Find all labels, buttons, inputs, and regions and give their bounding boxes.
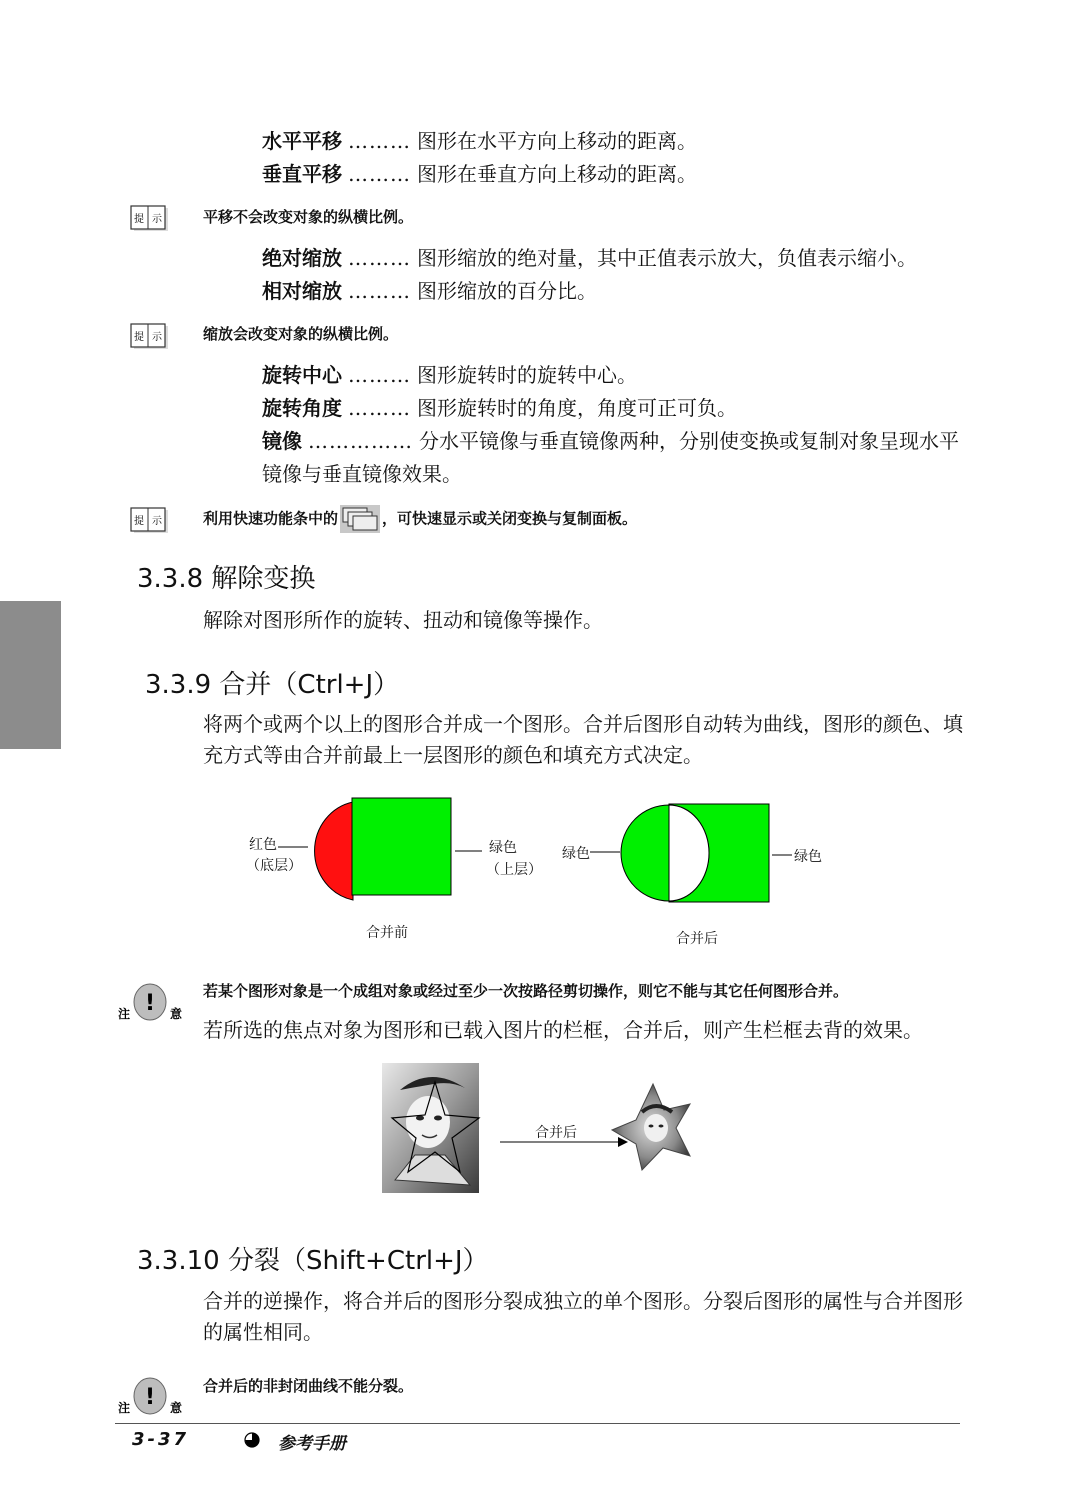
- tip-book-icon: [130, 205, 170, 233]
- svg-text:注: 注: [118, 1007, 131, 1021]
- note-text: 若某个图形对象是一个成组对象或经过至少一次按路径剪切操作，则它不能与其它任何图形合并。: [203, 982, 849, 1000]
- section-body-3-3-9: 将两个或两个以上的图形合并成一个图形。合并后图形自动转为曲线，图形的颜色、填充方式等由合并前最上一层图形的颜色和填充方式决定。: [203, 712, 963, 767]
- footer-book-title: 参考手册: [278, 1434, 346, 1454]
- page-number: 3-37: [132, 1429, 190, 1450]
- svg-text:意: 意: [170, 1007, 183, 1021]
- label-green: 绿色: [489, 840, 517, 856]
- half-moon-icon: [244, 1432, 260, 1448]
- svg-text:提: 提: [134, 332, 144, 343]
- def-rotation-angle: 旋转角度 ……… 图形旋转时的角度，角度可正可负。: [262, 396, 737, 420]
- def-horizontal-move: 水平平移 ……… 图形在水平方向上移动的距离。: [262, 129, 697, 153]
- section-body-3-3-10: 合并的逆操作，将合并后的图形分裂成独立的单个图形。分裂后图形的属性与合并图形的属性相同。: [203, 1289, 963, 1344]
- red-half-circle: [315, 802, 353, 900]
- caption-after-combine: 合并后: [676, 931, 718, 947]
- chapter-side-tab: [0, 601, 61, 749]
- label-red: 红色: [249, 837, 277, 853]
- note-exclamation-icon: [115, 1374, 185, 1418]
- svg-text:提: 提: [134, 516, 144, 527]
- svg-text:意: 意: [170, 1401, 183, 1415]
- svg-text:注: 注: [118, 1401, 131, 1415]
- merged-left-arc: [621, 805, 669, 901]
- svg-text:示: 示: [152, 214, 162, 225]
- note-exclamation-icon: [115, 980, 185, 1024]
- def-vertical-move: 垂直平移 ……… 图形在垂直方向上移动的距离。: [262, 162, 697, 186]
- def-absolute-scale: 绝对缩放 ……… 图形缩放的绝对量，其中正值表示放大，负值表示缩小。: [262, 246, 917, 270]
- label-after-combine: 合并后: [535, 1125, 577, 1141]
- green-square-top: [352, 798, 451, 895]
- paragraph-frame-combine: 若所选的焦点对象为图形和已载入图片的栏框，合并后，则产生栏框去背的效果。: [203, 1018, 923, 1042]
- label-green-right: 绿色: [794, 849, 822, 865]
- section-body-3-3-8: 解除对图形所作的旋转、扭动和镜像等操作。: [203, 608, 603, 632]
- section-heading-3-3-10: 3.3.10 分裂（Shift+Ctrl+J）: [137, 1246, 489, 1276]
- caption-before-combine: 合并前: [366, 925, 408, 941]
- section-heading-3-3-9: 3.3.9 合并（Ctrl+J）: [145, 670, 400, 700]
- svg-text:示: 示: [152, 332, 162, 343]
- tip-book-icon: [130, 507, 170, 535]
- svg-text:!: !: [144, 1385, 156, 1410]
- section-heading-3-3-8: 3.3.8 解除变换: [137, 564, 316, 594]
- def-rotation-center: 旋转中心 ……… 图形旋转时的旋转中心。: [262, 363, 637, 387]
- tip-book-icon: [130, 323, 170, 351]
- svg-text:!: !: [144, 991, 156, 1016]
- def-relative-scale: 相对缩放 ……… 图形缩放的百分比。: [262, 279, 597, 303]
- transform-panel-toolbar-icon[interactable]: [340, 505, 380, 533]
- svg-text:提: 提: [134, 214, 144, 225]
- label-top-layer: （上层）: [486, 862, 542, 878]
- tip-text: 利用快速功能条中的 ，可快速显示或关闭变换与复制面板。: [203, 505, 637, 533]
- note-text: 合并后的非封闭曲线不能分裂。: [203, 1377, 414, 1395]
- tip-text: 缩放会改变对象的纵横比例。: [203, 325, 399, 343]
- def-mirror: 镜像 …………… 分水平镜像与垂直镜像两种，分别使变换或复制对象呈现水平镜像与垂直镜像效果。: [262, 429, 959, 486]
- tip-text: 平移不会改变对象的纵横比例。: [203, 208, 414, 226]
- label-green-left: 绿色: [562, 846, 590, 862]
- svg-text:示: 示: [152, 516, 162, 527]
- footer-divider: [115, 1423, 960, 1424]
- label-bottom-layer: （底层）: [246, 858, 302, 874]
